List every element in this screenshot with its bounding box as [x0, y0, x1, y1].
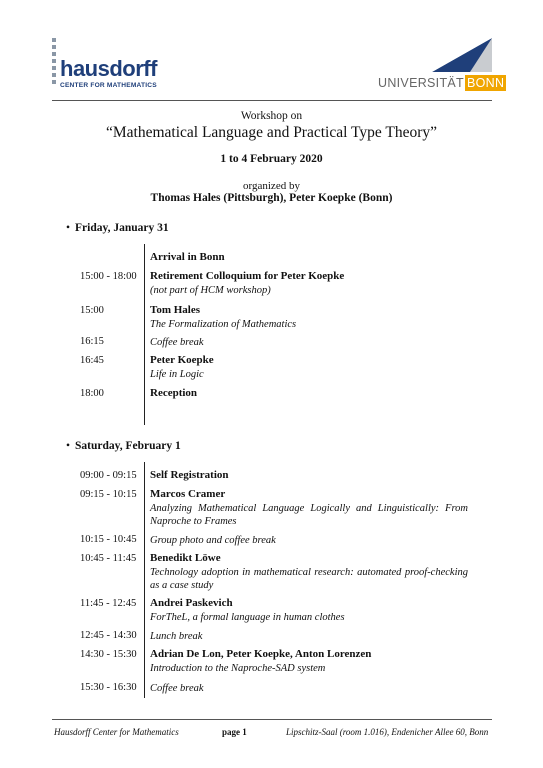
event-item: Group photo and coffee break	[150, 535, 276, 546]
header-rule	[52, 100, 492, 101]
event-time: 12:45 - 14:30	[80, 630, 137, 641]
event-item: Tom Hales The Formalization of Mathematics	[150, 304, 297, 330]
event-item: Coffee break	[150, 337, 204, 348]
schedule-divider	[144, 244, 145, 425]
footer-right: Lipschitz-Saal (room 1.016), Endenicher Allee 60, Bonn	[286, 727, 489, 737]
schedule-divider	[144, 462, 145, 698]
event-item: Coffee break	[150, 683, 204, 694]
workshop-on-label: Workshop on	[240, 110, 303, 122]
event-time: 15:00	[80, 305, 104, 316]
organizers: Thomas Hales (Pittsburgh), Peter Koepke (Bonn)	[150, 192, 393, 204]
footer-left: Hausdorff Center for Mathematics	[54, 727, 179, 737]
event-time: 09:15 - 10:15	[80, 489, 137, 500]
organized-by-label: organized by	[243, 180, 300, 192]
event-item: Self Registration	[150, 469, 229, 481]
day-heading-saturday: • Saturday, February 1	[66, 440, 181, 452]
workshop-title: “Mathematical Language and Practical Type Theory”	[105, 124, 438, 141]
event-item: Arrival in Bonn	[150, 251, 225, 263]
event-item: Retirement Colloquium for Peter Koepke (not part of HCM workshop)	[150, 270, 345, 296]
event-time: 18:00	[80, 388, 104, 399]
footer-rule	[52, 719, 492, 720]
event-time: 10:15 - 10:45	[80, 534, 137, 545]
event-item: Reception	[150, 387, 198, 399]
event-time: 15:30 - 16:30	[80, 682, 137, 693]
hcm-logo-dots	[52, 38, 56, 87]
event-item: Adrian De Lon, Peter Koepke, Anton Lorenzen Introduction to the Naproche-SAD system	[150, 648, 372, 674]
event-time: 14:30 - 15:30	[80, 649, 137, 660]
hcm-logo-text: hausdorff	[60, 56, 157, 81]
page-number: page 1	[222, 727, 247, 737]
bonn-logo-box: BONN	[466, 76, 505, 90]
day-heading-friday: • Friday, January 31	[66, 222, 169, 234]
event-item: Benedikt Löwe Technology adoption in mathematical research: automated proof-checking as a case study	[150, 552, 468, 591]
event-time: 15:00 - 18:00	[80, 271, 137, 282]
event-time: 16:15	[80, 336, 104, 347]
event-item: Peter Koepke Life in Logic	[150, 354, 214, 380]
bonn-logo-text: UNIVERSITÄT BONN	[378, 76, 505, 90]
bonn-logo-icon	[432, 38, 492, 72]
event-item: Andrei Paskevich ForTheL, a formal language in human clothes	[150, 597, 345, 623]
event-time: 11:45 - 12:45	[80, 598, 137, 609]
event-time: 09:00 - 09:15	[80, 470, 137, 481]
event-time: 16:45	[80, 355, 104, 366]
hcm-logo-subtitle: CENTER FOR MATHEMATICS	[60, 82, 157, 89]
event-item: Marcos Cramer Analyzing Mathematical Language Logically and Linguistically: From Naproche to Frames	[150, 488, 468, 527]
event-item: Lunch break	[150, 631, 203, 642]
workshop-dates: 1 to 4 February 2020	[220, 153, 323, 165]
event-time: 10:45 - 11:45	[80, 553, 137, 564]
